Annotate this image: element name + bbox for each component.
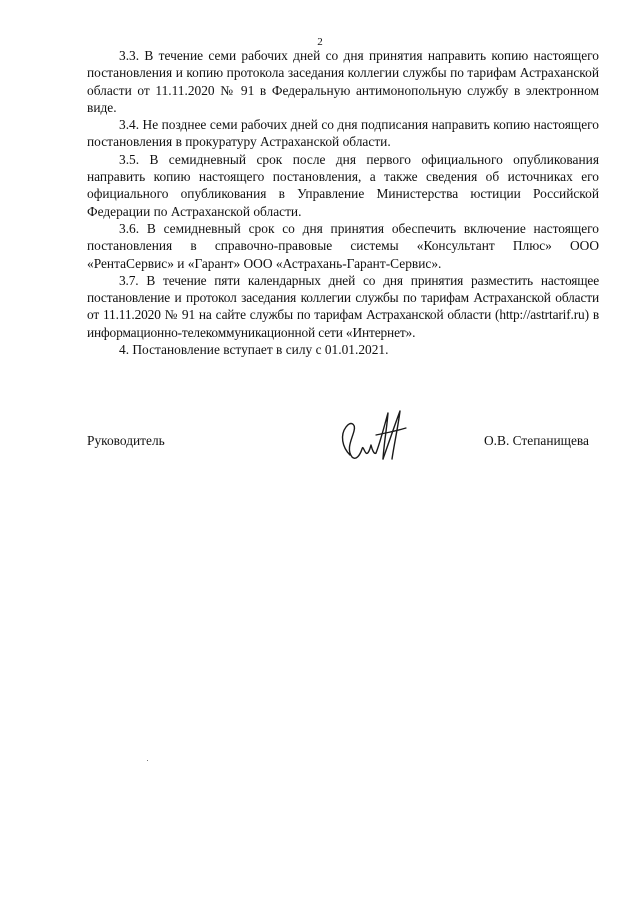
paragraph-3-3: 3.3. В течение семи рабочих дней со дня принятия направить копию настоящего постановления и копию протокола заседания коллегии службы по тарифам Астраханской области от 11.11.2020 № 91 в Федеральную антимонопольную службу в электронном виде. xyxy=(87,48,599,115)
paragraph-3-6: 3.6. В семидневный срок со дня принятия обеспечить включение настоящего постановления в справочно-правовые системы «Консультант Плюс» ООО «РентаСервис» и «Гарант» ООО «Астрахань-Гарант-Сервис». xyxy=(87,220,599,271)
paragraph-3-5: 3.5. В семидневный срок после дня первого официального опубликования направить копию настоящего постановления, а также сведения об источниках его официального опубликования в Управление Министерства юстиции Российской Федерации по Астраханской области. xyxy=(87,151,599,219)
document-body xyxy=(87,47,599,358)
handwritten-signature xyxy=(332,405,412,465)
paragraph-3-4: 3.4. Не позднее семи рабочих дней со дня подписания направить копию настоящего постановления в прокуратуру Астраханской области. xyxy=(87,117,599,150)
signatory-role: Руководитель xyxy=(87,433,165,448)
signature-block xyxy=(87,405,599,485)
signatory-name: О.В. Степанищева xyxy=(484,433,589,448)
scan-speck xyxy=(147,760,148,761)
page-number: 2 xyxy=(317,36,323,48)
paragraph-4: 4. Постановление вступает в силу с 01.01.2021. xyxy=(119,342,389,358)
paragraph-3-7: 3.7. В течение пяти календарных дней со дня принятия разместить настоящее постановление и протокол заседания коллегии службы по тарифам Астраханской области от 11.11.2020 № 91 на сайте службы по тарифам Астраханской области (http://astrtarif.ru) в информационно-телекоммуникационной сети «Интернет». xyxy=(87,272,599,340)
